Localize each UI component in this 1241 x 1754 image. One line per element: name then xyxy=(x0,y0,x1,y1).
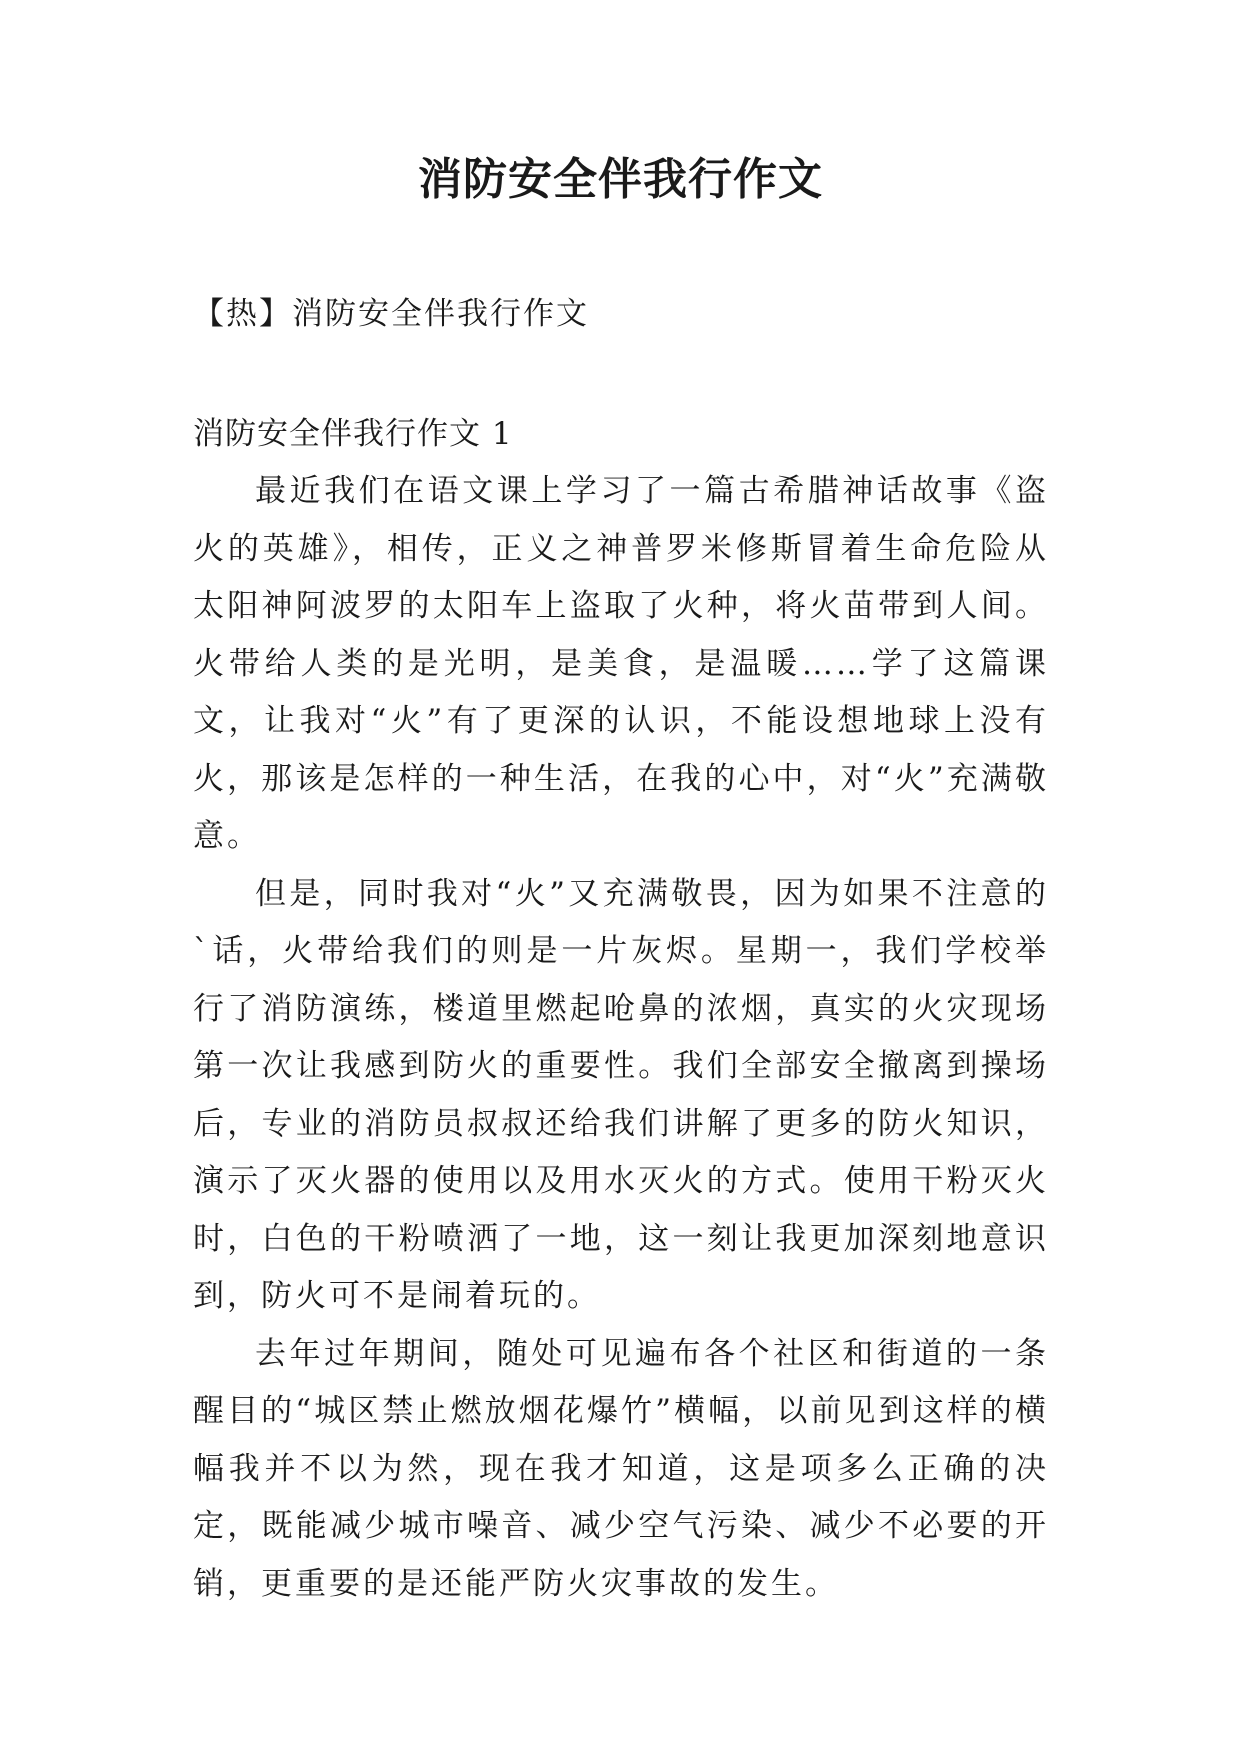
paragraph-3: 去年过年期间，随处可见遍布各个社区和街道的一条醒目的“城区禁止燃放烟花爆竹”横幅，以前见到这样的横幅我并不以为然，现在我才知道，这是项多么正确的决定，既能减少城市噪音、减少空气污染、减少不必要的开销，更重要的是还能严防火灾事故的发生。 xyxy=(193,1335,1049,1602)
paragraph-2: 但是，同时我对“火”又充满敬畏，因为如果不注意的`话，火带给我们的则是一片灰烬。星期一，我们学校举行了消防演练，楼道里燃起呛鼻的浓烟，真实的火灾现场第一次让我感到防火的重要性。我们全部安全撤离到操场后，专业的消防员叔叔还给我们讲解了更多的防火知识，演示了灭火器的使用以及用水灭火的方式。使用干粉灭火时，白色的干粉喷洒了一地，这一刻让我更加深刻地意识到，防火可不是闹着玩的。 xyxy=(193,875,1049,1314)
document-subtitle: 【热】消防安全伴我行作文 xyxy=(193,296,589,332)
document-title: 消防安全伴我行作文 xyxy=(418,154,823,205)
essay-body xyxy=(193,463,1049,1613)
section-heading: 消防安全伴我行作文 1 xyxy=(193,416,513,452)
paragraph-1: 最近我们在语文课上学习了一篇古希腊神话故事《盗火的英雄》，相传，正义之神普罗米修斯冒着生命危险从太阳神阿波罗的太阳车上盗取了火种，将火苗带到人间。火带给人类的是光明，是美食，是温暖……学了这篇课文，让我对“火”有了更深的认识，不能设想地球上没有火，那该是怎样的一种生活，在我的心中，对“火”充满敬意。 xyxy=(193,473,1049,854)
